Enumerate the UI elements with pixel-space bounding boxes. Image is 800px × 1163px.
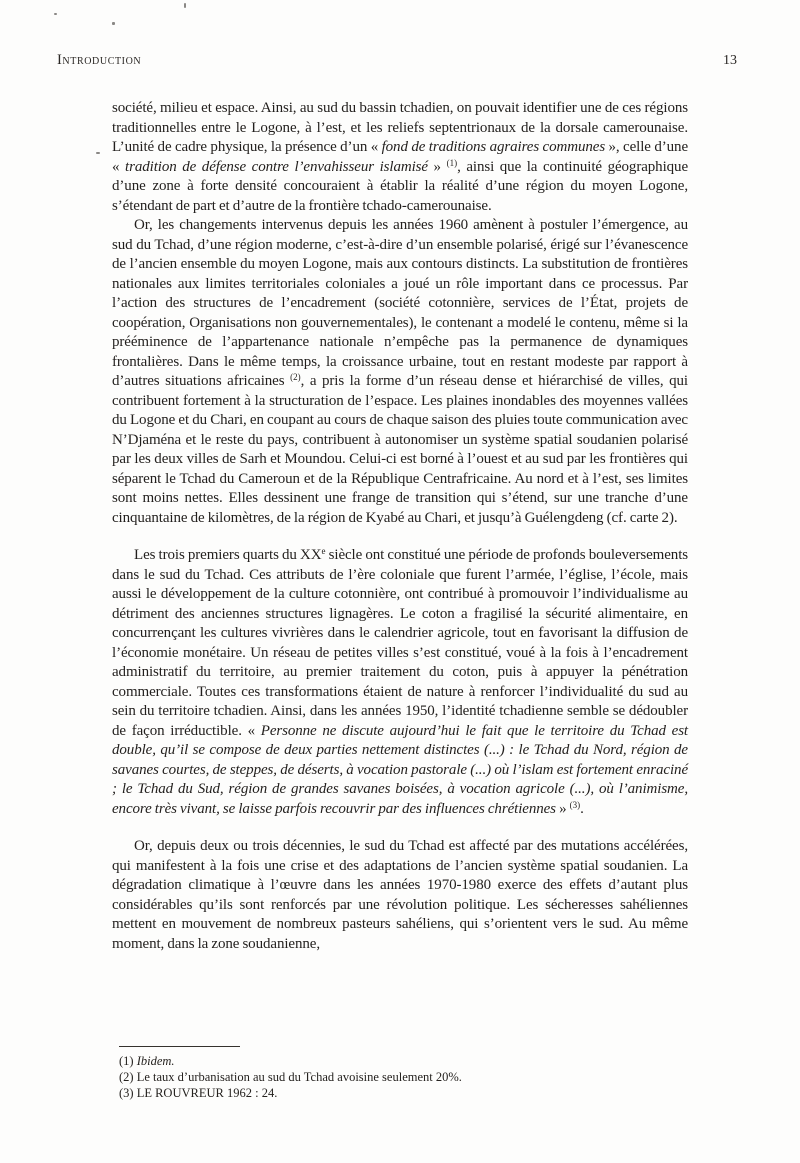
text-segment: Ibidem. (136, 1054, 175, 1068)
text-segment: Or, les changements intervenus depuis les années 1960 amènent à postuler l’émergence, au sud du Tchad, d’une région moderne, c’est-à-dire d’un ensemble polarisé, érigé sur l’évanescence de l’ancien ensemble du moyen Logone, mais aux contours distincts. La substitution de frontières nationales aux limites territoriales coloniales a joué un rôle important dans ce processus. Par l’action des structures de l’encadrement (société cotonnière, services de l’État, projets de coopération, Organisations non gouvernementales), le contenant a modelé le contenu, même si la prééminence de l’appartenance nationale n’empêche pas la permanence de dynamiques frontalières. Dans le même temps, la croissance urbaine, tout en restant modeste par rapport à d’autres situations africaines (112, 217, 688, 389)
text-segment: (2) Le taux d’urbanisation au sud du Tchad avoisine seulement 20%. (119, 1069, 462, 1084)
footnote-1 (119, 1054, 689, 1070)
text-segment: » (427, 158, 447, 175)
footnotes-block (119, 1046, 689, 1101)
page-number: 13 (723, 53, 737, 68)
footnote-2 (119, 1070, 689, 1086)
scan-speck (96, 152, 100, 154)
text-segment: Les trois premiers quarts du XX (134, 547, 322, 563)
footnote-ref: (3) (569, 799, 581, 810)
text-segment: . (580, 800, 584, 817)
paragraph-3 (112, 546, 688, 819)
footnote-ref: (2) (290, 372, 301, 382)
scan-speck (184, 3, 186, 8)
body-text (112, 99, 688, 954)
text-segment: société, milieu et espace. Ainsi, au sud du bassin tchadien, on pouvait identifier une de ces régions traditionnelles entre le Logone, à l’est, et les reliefs septentrionaux de la dorsale camerounaise. L’unité de cadre physique, la présence d’un « (112, 100, 688, 155)
text-segment: » (555, 800, 570, 817)
scan-speck (112, 22, 115, 25)
paragraph-1 (112, 99, 688, 216)
text-segment: (1) (119, 1054, 137, 1068)
text-segment: , ainsi que la continuité géographique d’une zone à forte densité concouraient à établir la réalité d’une région du moyen Logone, s’étendant de part et d’autre de la frontière tchado-camerounaise. (112, 158, 689, 214)
text-segment: », celle d’une « (112, 139, 688, 175)
paragraph-2 (112, 216, 688, 528)
footnote-separator (119, 1046, 240, 1047)
text-segment: fond de traditions agraires communes (381, 139, 606, 155)
scan-speck (54, 13, 57, 15)
text-segment: Or, depuis deux ou trois décennies, le sud du Tchad est affecté par des mutations accélérées, qui manifestent à la fois une crise et des adaptations de l’ancien système spatial soudanien. La dégradation climatique à l’œuvre dans les années 1970-1980 exerce des effets d’autant plus considérables qu’ils sont renforcés par une révolution politique. Les sécheresses sahéliennes mettent en mouvement de nombreux pasteurs sahéliens, qui s’orientent vers le sud. Au même moment, dans la zone soudanienne, (112, 838, 688, 952)
footnote-3 (119, 1086, 689, 1102)
running-head (57, 52, 737, 69)
paragraph-4 (112, 837, 688, 954)
text-segment: tradition de défense contre l’envahisseur islamisé (125, 158, 428, 175)
footnote-ref: e (321, 546, 326, 556)
text-segment: siècle ont constitué une période de profonds bouleversements dans le sud du Tchad. Ces attributs de l’ère coloniale que furent l’armée, l’église, l’école, mais aussi le développement de la culture cotonnière, ont contribué à promouvoir l’individualisme au détriment des anciennes structures lignagères. Le coton a fragilisé la sécurité alimentaire, en concurrençant les cultures vivrières dans le calendrier agricole, tout en favorisant la diffusion de l’économie monétaire. Un réseau de petites villes s’est constitué, voué à la fois à l’encadrement administratif du territoire, au premier traitement du coton, puis à appuyer la pénétration commerciale. Toutes ces transformations étaient de nature à renforcer l’individualité du sud au sein du territoire tchadien. Ainsi, dans les années 1950, l’identité tchadienne semble se dédoubler de façon irréductible. « (112, 547, 689, 739)
section-title: Introduction (57, 52, 142, 68)
footnote-ref: (1) (446, 157, 458, 168)
text-segment: Personne ne discute aujourd’hui le fait que le territoire du Tchad est double, qu’il se compose de deux parties nettement distinctes (...) : le Tchad du Nord, région de savanes courtes, de steppes, de déserts, à vocation pastorale (...) où l’islam est fortement enraciné ; le Tchad du Sud, région de grandes savanes boisées, à vocation agricole (...), où l’animisme, encore très vivant, se laisse parfois recouvrir par des influences chrétiennes (112, 722, 689, 817)
text-segment: , a pris la forme d’un réseau dense et hiérarchisé de villes, qui contribuent fortement à la structuration de l’espace. Les plaines inondables des moyennes vallées du Logone et du Chari, en coupant au cours de chaque saison des pluies toute communication avec N’Djaména et le reste du pays, contribuent à autonomiser un système spatial soudanien polarisé par les deux villes de Sarh et Moundou. Celui-ci est borné à l’ouest et au sud par les frontières qui séparent le Tchad du Cameroun et de la République Centrafricaine. Au nord et à l’est, ses limites sont moins nettes. Elles dessinent une frange de transition qui s’étend, sur une tranche d’une cinquantaine de kilomètres, de la région de Kyabé au Chari, et jusqu’à Guélengdeng (cf. carte 2). (112, 373, 688, 526)
text-segment: (3) LE ROUVREUR 1962 : 24. (119, 1085, 278, 1100)
